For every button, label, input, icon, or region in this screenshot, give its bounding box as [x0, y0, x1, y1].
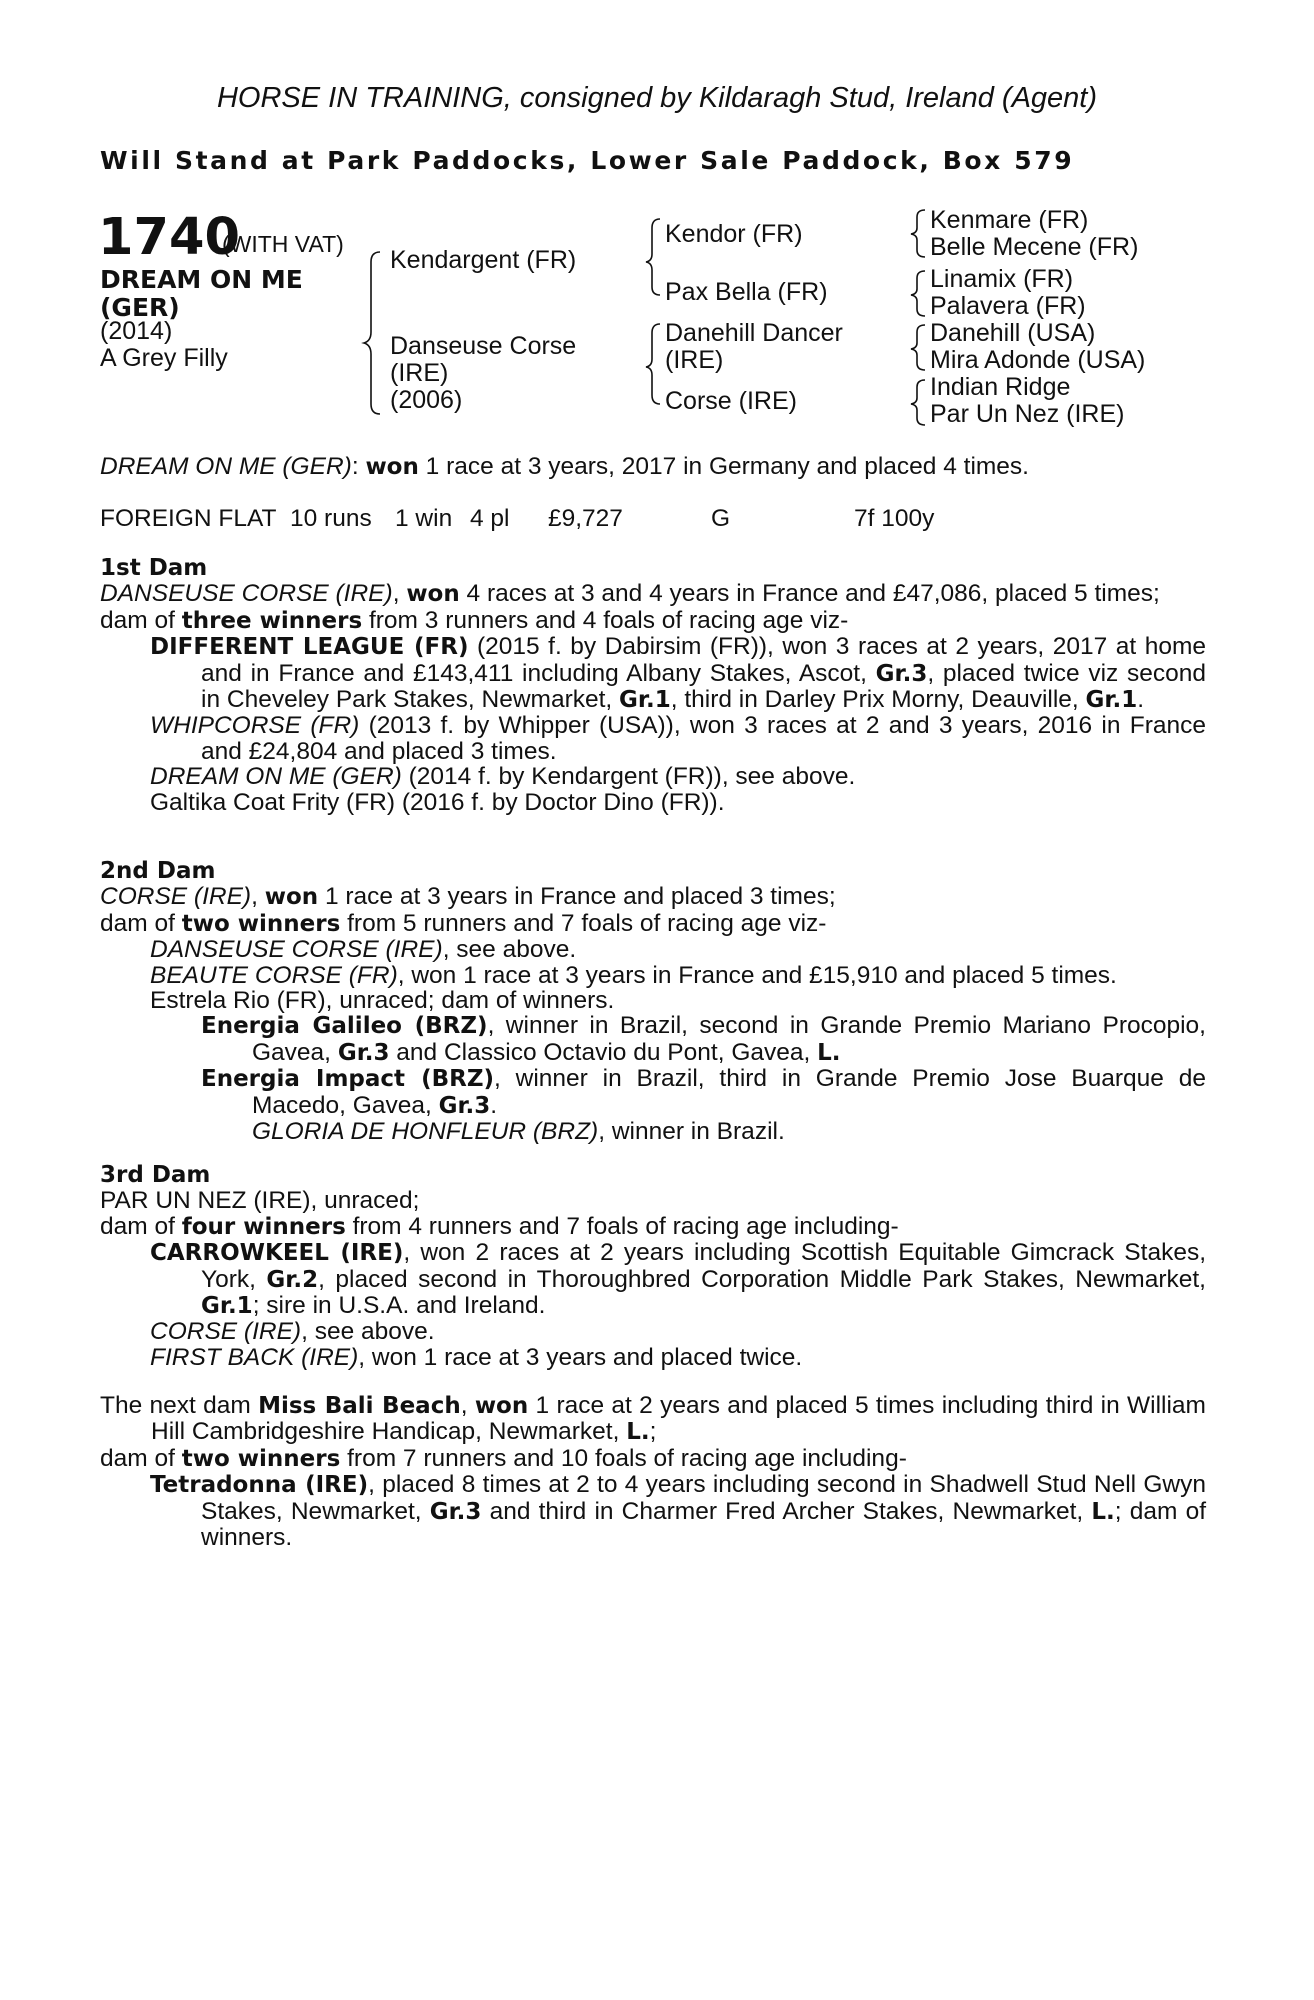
second-dam-grandproduce-2: Energia Impact (BRZ), winner in Brazil, third in Grande Premio Jose Buarque de Macedo, Gavea, Gr.3.: [201, 1065, 1206, 1119]
pedigree-g3-6: Mira Adonde (USA): [930, 346, 1146, 374]
pedigree-sire: Kendargent (FR): [390, 246, 577, 274]
brace-gen3-4: [911, 380, 925, 425]
third-dam-section: [100, 1163, 1206, 1370]
stats-runs: 10 runs: [290, 505, 372, 532]
second-dam-section: [100, 859, 1206, 1144]
stats-earnings: £9,727: [548, 505, 623, 532]
second-dam-summary: CORSE (IRE), won 1 race at 3 years in France and placed 3 times;: [100, 883, 836, 911]
brace-gen2-upper: [646, 219, 660, 295]
brace-gen2-lower: [646, 324, 660, 404]
second-dam-grandproduce-1: Energia Galileo (BRZ), winner in Brazil, second in Grande Premio Mariano Procopio, Gavea, Gr.3 and Classico Octavio du Pont, Gavea, L.: [201, 1012, 1206, 1066]
next-dam-summary: The next dam Miss Bali Beach, won 1 race at 2 years and placed 5 times including third in William Hill Cambridgeshire Handicap, Newmarket, L.;: [100, 1392, 1206, 1446]
first-dam-produce-4: Galtika Coat Frity (FR) (2016 f. by Doctor Dino (FR)).: [150, 788, 725, 816]
pedigree-g3-3: Linamix (FR): [930, 265, 1074, 293]
next-dam-produce-summary: dam of two winners from 7 runners and 10 foals of racing age including-: [100, 1444, 907, 1472]
next-dam-produce-1: Tetradonna (IRE), placed 8 times at 2 to 4 years including second in Shadwell Stud Nell Gwyn Stakes, Newmarket, Gr.3 and third in Charmer Fred Archer Stakes, Newmarket, L.; dam of winners.: [150, 1471, 1207, 1552]
first-dam-heading: 1st Dam: [100, 555, 208, 581]
pedigree-sire-sire: Kendor (FR): [665, 220, 803, 248]
horse-name-line1: DREAM ON ME: [100, 265, 303, 294]
third-dam-produce-2: CORSE (IRE), see above.: [150, 1318, 435, 1346]
pedigree-g3-8: Par Un Nez (IRE): [930, 400, 1125, 428]
pedigree-dam-line1: Danseuse Corse: [390, 332, 577, 360]
summary-horse-name: DREAM ON ME (GER): [100, 453, 352, 480]
pedigree-dam-dam: Corse (IRE): [665, 387, 797, 415]
race-record-row: [0, 505, 1314, 535]
first-dam-produce-2: WHIPCORSE (FR) (2013 f. by Whipper (USA)), won 3 races at 2 and 3 years, 2016 in France and £24,804 and placed 3 times.: [150, 712, 1207, 765]
next-dam-section: [100, 1393, 1206, 1550]
second-dam-heading: 2nd Dam: [100, 858, 216, 884]
second-dam-produce-1: DANSEUSE CORSE (IRE), see above.: [150, 936, 577, 964]
lot-number: 1740: [98, 208, 240, 267]
brace-gen3-2: [911, 271, 925, 316]
foaling-year: (2014): [100, 317, 173, 345]
stats-wins: 1 win: [395, 505, 453, 532]
second-dam-produce-summary: dam of two winners from 5 runners and 7 foals of racing age viz-: [100, 909, 827, 937]
pedigree-dam-line2: (IRE): [390, 359, 449, 387]
second-dam-produce-2: BEAUTE CORSE (FR), won 1 race at 3 years in France and £15,910 and placed 5 times.: [150, 961, 1117, 989]
vat-note: (WITH VAT): [222, 231, 344, 257]
stats-placed: 4 pl: [470, 505, 510, 532]
horse-name-line2: (GER): [100, 293, 180, 322]
brace-gen3-3: [911, 325, 925, 370]
pedigree-g3-7: Indian Ridge: [930, 373, 1071, 401]
horse-description: A Grey Filly: [100, 344, 228, 372]
brace-gen1: [364, 252, 380, 414]
first-dam-section: [100, 556, 1206, 815]
pedigree-g3-5: Danehill (USA): [930, 319, 1096, 347]
pedigree-g3-4: Palavera (FR): [930, 292, 1086, 320]
pedigree-dam-line3: (2006): [390, 386, 463, 414]
first-dam-produce-summary: dam of three winners from 3 runners and 4 foals of racing age viz-: [100, 606, 849, 634]
stats-category: FOREIGN FLAT: [100, 505, 277, 532]
stats-going: G: [711, 505, 731, 532]
third-dam-summary: PAR UN NEZ (IRE), unraced;: [100, 1187, 420, 1215]
third-dam-produce-3: FIRST BACK (IRE), won 1 race at 3 years and placed twice.: [150, 1343, 803, 1371]
second-dam-produce-3: Estrela Rio (FR), unraced; dam of winners.: [150, 987, 615, 1015]
third-dam-produce-1: CARROWKEEL (IRE), won 2 races at 2 years including Scottish Equitable Gimcrack Stakes, York, Gr.2, placed second in Thoroughbred Corporation Middle Park Stakes, Newmarket, Gr.1; sire in U.S.A. and Ireland.: [150, 1239, 1206, 1320]
race-summary: DREAM ON ME (GER): won 1 race at 3 years, 2017 in Germany and placed 4 times.: [100, 453, 1029, 480]
pedigree-dam-sire: [665, 320, 843, 374]
pedigree-dam-sire-line2: (IRE): [665, 346, 724, 374]
brace-gen3-1: [911, 210, 925, 257]
consignor-heading: HORSE IN TRAINING, consigned by Kildaragh Stud, Ireland (Agent): [216, 82, 1098, 114]
stand-location: Will Stand at Park Paddocks, Lower Sale Paddock, Box 579: [100, 146, 1075, 175]
first-dam-produce-1: DIFFERENT LEAGUE (FR) (2015 f. by Dabirsim (FR)), won 3 races at 2 years, 2017 at home and in France and £143,411 including Albany Stakes, Ascot, Gr.3, placed twice viz second in Cheveley Park Stakes, Newmarket, Gr.1, third in Darley Prix Morny, Deauville, Gr.1.: [150, 633, 1206, 714]
second-dam-grandproduce-3: GLORIA DE HONFLEUR (BRZ), winner in Brazil.: [252, 1118, 785, 1146]
pedigree-g3-1: Kenmare (FR): [930, 206, 1089, 234]
first-dam-produce-3: DREAM ON ME (GER) (2014 f. by Kendargent (FR)), see above.: [150, 763, 856, 791]
pedigree-braces: [0, 0, 1314, 440]
pedigree-dam: [390, 333, 576, 414]
third-dam-heading: 3rd Dam: [100, 1162, 211, 1188]
first-dam-summary: DANSEUSE CORSE (IRE), won 4 races at 3 and 4 years in France and £47,086, placed 5 times;: [100, 580, 1160, 608]
third-dam-produce-summary: dam of four winners from 4 runners and 7 foals of racing age including-: [100, 1212, 899, 1240]
pedigree-sire-dam: Pax Bella (FR): [665, 278, 828, 306]
stats-distance: 7f 100y: [854, 505, 935, 532]
pedigree-g3-2: Belle Mecene (FR): [930, 233, 1139, 261]
pedigree-dam-sire-line1: Danehill Dancer: [665, 319, 843, 347]
